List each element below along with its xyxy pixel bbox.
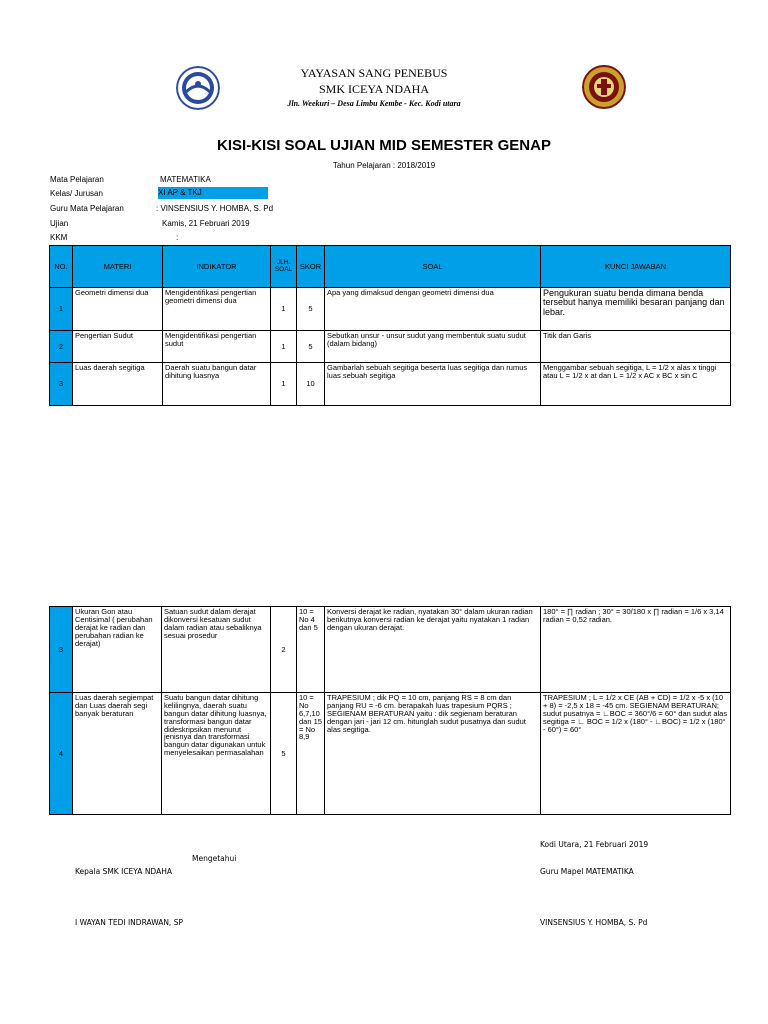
col-header-materi: MATERI — [73, 246, 163, 288]
row-no: 2 — [50, 331, 73, 363]
row-jlh: 1 — [271, 363, 297, 406]
col-header-indikator: INDIKATOR — [163, 246, 271, 288]
school-seal-icon — [176, 66, 220, 110]
table-row — [50, 363, 731, 406]
row-skor: 5 — [297, 288, 325, 331]
row-skor: 5 — [297, 331, 325, 363]
row-indikator: Satuan sudut dalam derajat dikonversi kesatuan sudut dalam radian atau sebaliknya sesuai prosedur — [162, 607, 271, 693]
signature-left-name: I WAYAN TEDI INDRAWAN, SP — [75, 918, 183, 927]
foundation-name: YAYASAN SANG PENEBUS — [300, 66, 448, 80]
row-soal: Konversi derajat ke radian, nyatakan 30° dalam ukuran radian berikutnya konversi radian ke derajat yaitu nyatakan 1 radian dengan ukuran derajat. — [325, 607, 541, 693]
col-header-kunci: KUNCI JAWABAN — [541, 246, 731, 288]
meta-label-class: Kelas/ Jurusan — [50, 189, 103, 198]
school-name: SMK ICEYA NDAHA — [318, 82, 429, 96]
meta-value-subject: MATEMATIKA — [160, 175, 211, 184]
table-row — [50, 607, 731, 693]
meta-label-exam: Ujian — [50, 219, 69, 228]
row-materi: Luas daerah segiempat dan Luas daerah segi banyak beraturan — [73, 693, 162, 815]
signature-right-title: Guru Mapel MATEMATIKA — [540, 867, 634, 876]
row-materi: Pengertian Sudut — [73, 331, 163, 363]
row-jlh: 1 — [271, 288, 297, 331]
row-kunci: Menggambar sebuah segitiga, L = 1/2 x alas x tinggi atau L = 1/2 x at dan L = 1/2 x AC x BC x sin C — [541, 363, 731, 406]
signature-left-title: Kepala SMK ICEYA NDAHA — [75, 867, 172, 876]
table-row — [50, 693, 731, 815]
meta-value-class: XI AP & TKJ — [158, 187, 268, 199]
row-kunci: TRAPESIUM ; L = 1/2 x CE (AB + CD) = 1/2 x -5 x (10 + 8) = -2,5 x 18 = -45 cm. SEGIENAM BERATURAN; sudut pusatnya = ∟BOC = 360°/6 = 60° dan sudut alas segitiga = ∟ BOC = 1/2 x (180° - ∟BOC) = 1/2 x (180° - 60°) = 60° — [541, 693, 731, 815]
row-jlh: 5 — [271, 693, 297, 815]
row-jlh: 1 — [271, 331, 297, 363]
row-no: 3 — [50, 363, 73, 406]
signature-place-date: Kodi Utara, 21 Februari 2019 — [540, 840, 649, 849]
meta-label-kkm: KKM — [50, 233, 68, 242]
row-no: 3 — [50, 607, 73, 693]
meta-label-subject: Mata Pelajaran — [50, 175, 104, 184]
row-soal: Sebutkan unsur - unsur sudut yang membentuk suatu sudut (dalam bidang) — [325, 331, 541, 363]
table-row — [50, 288, 731, 331]
row-indikator: Mengidentifikasi pengertian geometri dimensi dua — [163, 288, 271, 331]
meta-value-teacher: : VINSENSIUS Y. HOMBA, S. Pd — [156, 204, 274, 213]
row-no: 1 — [50, 288, 73, 331]
row-soal: Apa yang dimaksud dengan geometri dimensi dua — [325, 288, 541, 331]
col-header-skor: SKOR — [297, 246, 325, 288]
row-no: 4 — [50, 693, 73, 815]
row-materi: Ukuran Gon atau Centisimal ( perubahan derajat ke radian dan perubahan radian ke derajat) — [73, 607, 162, 693]
row-kunci: Titik dan Garis — [541, 331, 731, 363]
foundation-seal-icon — [582, 64, 626, 110]
page-title: KISI-KISI SOAL UJIAN MID SEMESTER GENAP — [217, 137, 551, 154]
row-soal: Gambarlah sebuah segitiga beserta luas segitiga dan rumus luas sebuah segitiga — [325, 363, 541, 406]
row-skor: 10 = No 4 dan 5 — [297, 607, 325, 693]
signature-acknowledged: Mengetahui — [192, 854, 237, 863]
table-header-row — [50, 246, 731, 288]
row-indikator: Mengidentifikasi pengertian sudut — [163, 331, 271, 363]
col-header-jlh-soal: JLH. SOAL — [271, 246, 297, 288]
meta-label-teacher: Guru Mata Pelajaran — [50, 204, 124, 213]
question-grid-table — [49, 245, 731, 406]
meta-value-kkm: : — [176, 233, 179, 242]
row-materi: Luas daerah segitiga — [73, 363, 163, 406]
row-jlh: 2 — [271, 607, 297, 693]
row-kunci: Pengukuran suatu benda dimana benda tersebut hanya memiliki besaran panjang dan lebar. — [541, 288, 731, 331]
signature-right-name: VINSENSIUS Y. HOMBA, S. Pd — [540, 918, 648, 927]
col-header-no: NO. — [50, 246, 73, 288]
row-soal: TRAPESIUM ; dik PQ = 10 cm, panjang RS = 8 cm dan panjang RU = -6 cm. berapakah luas trapesium PQRS ; SEGIENAM BERATURAN yaitu : dik segienam beraturan dengan jari - jari 12 cm. hitunglah sudut pusatnya dan sudut alas segitiga. — [325, 693, 541, 815]
meta-value-exam: Kamis, 21 Februari 2019 — [162, 219, 250, 228]
row-materi: Geometri dimensi dua — [73, 288, 163, 331]
table-row — [50, 331, 731, 363]
row-indikator: Daerah suatu bangun datar dihitung luasnya — [163, 363, 271, 406]
col-header-soal: SOAL — [325, 246, 541, 288]
row-indikator: Suatu bangun datar dihitung kelilingnya, daerah suatu bangun datar dihitung luasnya, transformasi bangun datar dideskripsikan menurut jenisnya dan transformasi bangun datar digunakan untuk menyelesaikan permasalahan — [162, 693, 271, 815]
question-grid-table-continued — [49, 606, 731, 815]
school-address: Jln. Weekuri – Desa Limbu Kembe - Kec. Kodi utara — [287, 99, 461, 108]
academic-year: Tahun Pelajaran : 2018/2019 — [332, 161, 436, 170]
row-kunci: 180° = ∏ radian ; 30° = 30/180 x ∏ radian = 1/6 x 3,14 radian = 0,52 radian. — [541, 607, 731, 693]
row-skor: 10 — [297, 363, 325, 406]
row-skor: 10 = No 6,7,10 dan 15 = No 8,9 — [297, 693, 325, 815]
